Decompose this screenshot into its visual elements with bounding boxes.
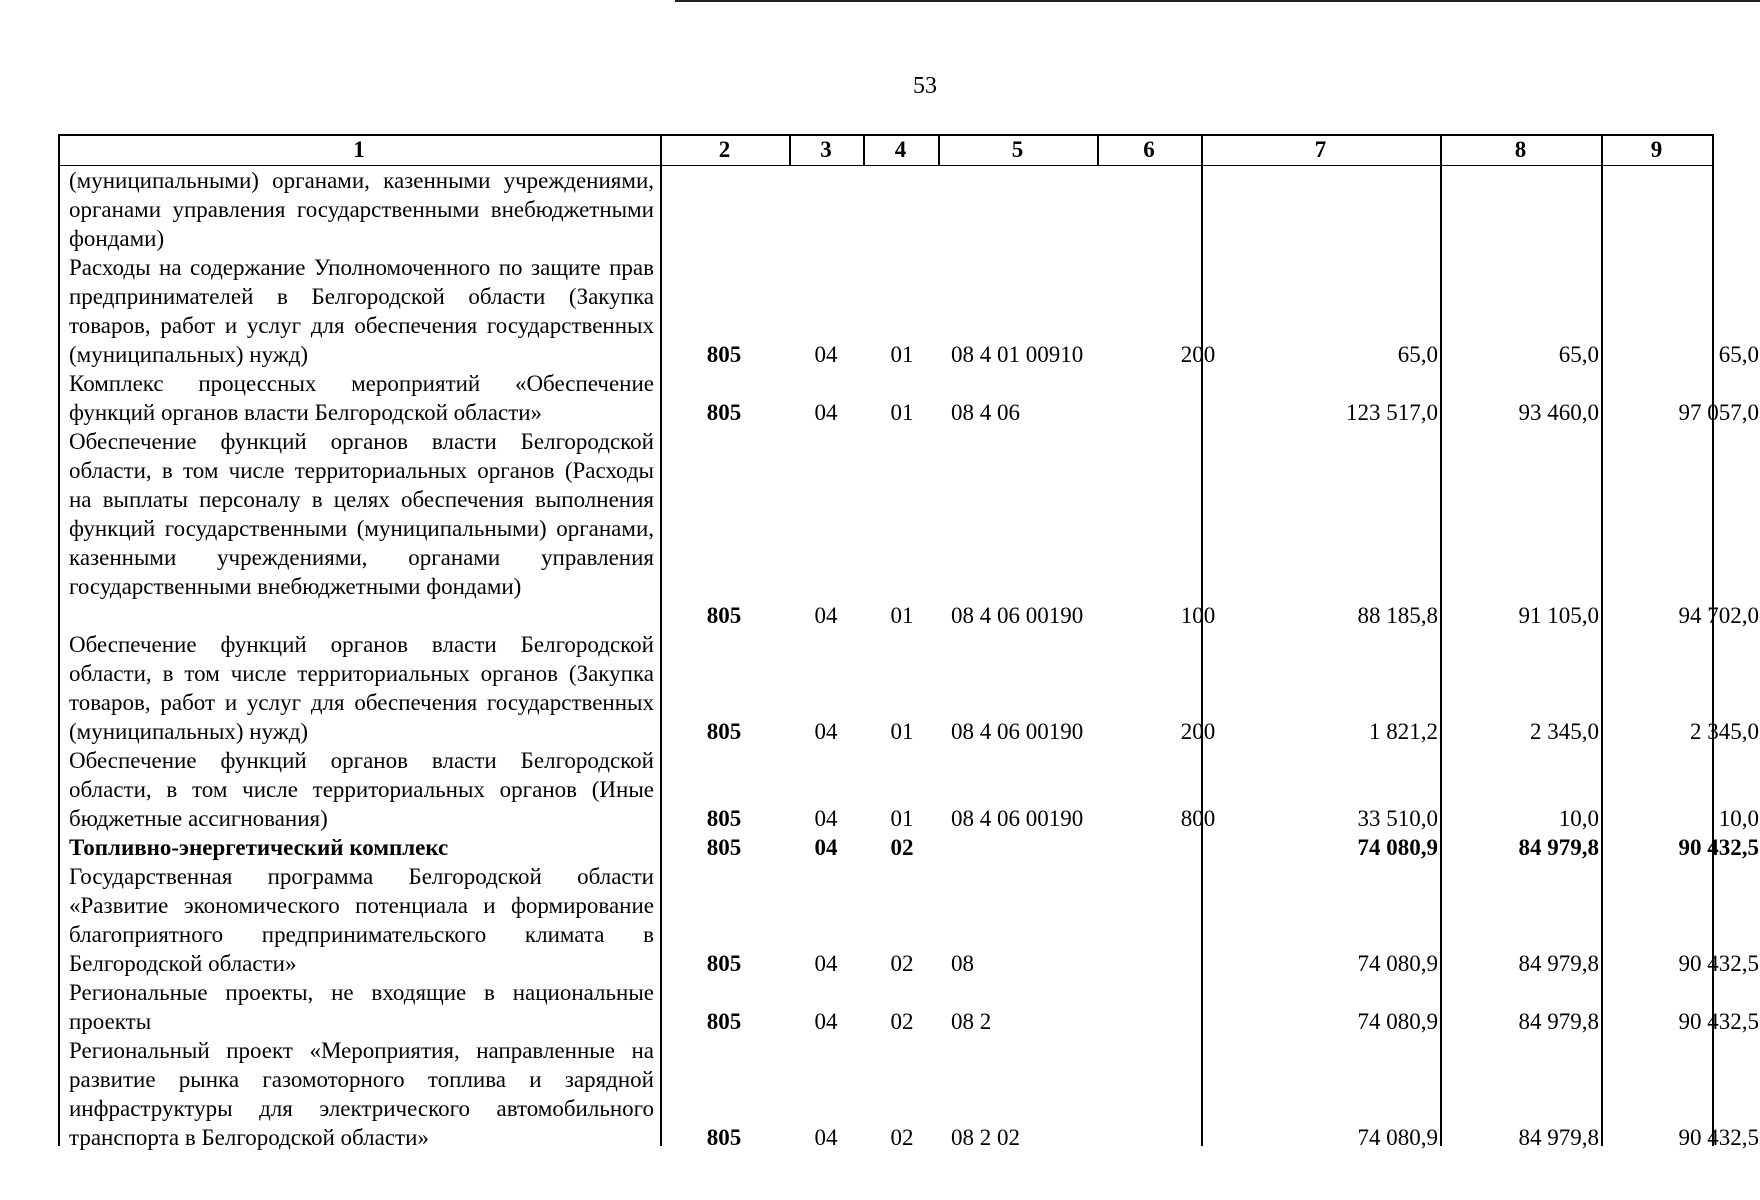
header-col-1: 1 (353, 137, 365, 162)
table-row-section-heading (58, 833, 1759, 862)
row-amount-col8: 65,0 (1558, 342, 1599, 367)
table-row (58, 427, 1759, 630)
row-amount-col8: 10,0 (1558, 806, 1599, 831)
row-ministry-code: 805 (706, 342, 742, 367)
row-description: Обеспечение функций органов власти Белгородской области, в том числе территориальных органов (Иные бюджетные ассигнования) (69, 748, 654, 831)
row-section-code: 04 (814, 951, 838, 976)
row-target-code: 08 4 06 (951, 400, 1020, 425)
row-amount-col8: 84 979,8 (1518, 835, 1599, 860)
row-description: Топливно-энергетический комплекс (69, 835, 449, 860)
header-col-9: 9 (1650, 137, 1663, 162)
table-row (58, 1036, 1759, 1152)
row-section-code: 04 (814, 400, 838, 425)
row-subsection-code: 02 (890, 835, 914, 860)
row-amount-col9: 90 432,5 (1678, 951, 1759, 976)
row-ministry-code: 805 (706, 1125, 742, 1150)
table-row (58, 369, 1759, 427)
row-target-code: 08 2 (951, 1009, 992, 1034)
header-col-4: 4 (894, 137, 907, 162)
row-amount-col7: 65,0 (1397, 342, 1438, 367)
header-col-6: 6 (1143, 137, 1155, 162)
row-subsection-code: 02 (890, 951, 914, 976)
row-subsection-code: 02 (890, 1009, 914, 1034)
row-subsection-code: 02 (890, 1125, 914, 1150)
row-description: Обеспечение функций органов власти Белгородской области, в том числе территориальных органов (Расходы на выплаты персоналу в целях обеспечения выполнения функций государственными (муниципальными) органами, казенными учреждениями, органами управления государственными внебюджетными фондами) (69, 429, 654, 599)
page-number: 53 (913, 73, 937, 99)
row-amount-col8: 93 460,0 (1518, 400, 1599, 425)
table-row (58, 978, 1759, 1036)
row-amount-col9: 2 345,0 (1690, 719, 1759, 744)
row-target-code (951, 833, 1136, 862)
row-amount-col9: 90 432,5 (1678, 1125, 1759, 1150)
row-expense-type: 200 (1180, 719, 1216, 744)
row-amount-col9: 97 057,0 (1678, 400, 1759, 425)
row-ministry-code: 805 (706, 603, 742, 628)
row-amount-col8: 84 979,8 (1518, 1125, 1599, 1150)
row-section-code: 04 (814, 1125, 838, 1150)
row-target-code: 08 4 06 00190 (951, 806, 1084, 831)
row-ministry-code: 805 (706, 719, 742, 744)
row-amount-col7: 33 510,0 (1357, 806, 1438, 831)
row-amount-col8: 84 979,8 (1518, 1009, 1599, 1034)
row-amount-col7: 74 080,9 (1357, 1009, 1438, 1034)
row-target-code: 08 2 02 (951, 1125, 1020, 1150)
row-amount-col8: 84 979,8 (1518, 951, 1599, 976)
row-expense-type: 200 (1180, 342, 1216, 367)
row-amount-col9: 94 702,0 (1678, 603, 1759, 628)
row-amount-col8: 2 345,0 (1530, 719, 1599, 744)
top-rule (675, 0, 1760, 2)
row-description: Региональные проекты, не входящие в национальные проекты (69, 980, 654, 1034)
row-ministry-code: 805 (706, 951, 742, 976)
row-section-code: 04 (814, 835, 838, 860)
row-description: Обеспечение функций органов власти Белгородской области, в том числе территориальных органов (Закупка товаров, работ и услуг для обеспечения государственных (муниципальных) нужд) (69, 632, 654, 744)
header-col-8: 8 (1514, 137, 1527, 162)
row-expense-type: 800 (1180, 806, 1216, 831)
table-row (58, 166, 1714, 253)
row-amount-col9: 90 432,5 (1678, 1009, 1759, 1034)
row-target-code: 08 (951, 951, 974, 976)
row-target-code: 08 4 01 00910 (951, 342, 1084, 367)
row-section-code: 04 (814, 806, 838, 831)
row-subsection-code: 01 (890, 806, 914, 831)
row-amount-col9: 90 432,5 (1678, 835, 1759, 860)
table-row (58, 253, 1759, 369)
row-target-code: 08 4 06 00190 (951, 719, 1084, 744)
row-amount-col7: 88 185,8 (1357, 603, 1438, 628)
row-section-code: 04 (814, 719, 838, 744)
row-subsection-code: 01 (890, 603, 914, 628)
row-amount-col9: 65,0 (1718, 342, 1759, 367)
header-col-3: 3 (820, 137, 832, 162)
budget-table (58, 134, 1759, 1150)
row-subsection-code: 01 (890, 719, 914, 744)
row-section-code: 04 (814, 603, 838, 628)
row-target-code: 08 4 06 00190 (951, 603, 1084, 628)
row-description: (муниципальными) органами, казенными учреждениями, органами управления государственными внебюджетными фондами) (69, 168, 654, 251)
row-description: Комплекс процессных мероприятий «Обеспечение функций органов власти Белгородской области» (69, 371, 654, 425)
table-row (58, 630, 1759, 746)
row-description: Расходы на содержание Уполномоченного по защите прав предпринимателей в Белгородской области (Закупка товаров, работ и услуг для обеспечения государственных (муниципальных) нужд) (69, 255, 654, 367)
row-amount-col7: 74 080,9 (1357, 835, 1438, 860)
table-row (58, 862, 1759, 978)
header-col-7: 7 (1314, 137, 1327, 162)
row-amount-col7: 74 080,9 (1357, 1125, 1438, 1150)
row-amount-col7: 1 821,2 (1369, 719, 1438, 744)
row-ministry-code: 805 (706, 400, 742, 425)
row-amount-col9: 10,0 (1718, 806, 1759, 831)
row-expense-type: 100 (1180, 603, 1216, 628)
row-description: Региональный проект «Мероприятия, направленные на развитие рынка газомоторного топлива и зарядной инфраструктуры для электрического автомобильного транспорта в Белгородской области» (69, 1038, 654, 1150)
row-amount-col7: 123 517,0 (1346, 400, 1438, 425)
row-description: Государственная программа Белгородской области «Развитие экономического потенциала и формирование благоприятного предпринимательского климата в Белгородской области» (69, 864, 654, 976)
row-section-code: 04 (814, 342, 838, 367)
row-amount-col8: 91 105,0 (1518, 603, 1599, 628)
row-amount-col7: 74 080,9 (1357, 951, 1438, 976)
row-ministry-code: 805 (706, 1009, 742, 1034)
row-section-code: 04 (814, 1009, 838, 1034)
table-row (58, 746, 1759, 833)
row-ministry-code: 805 (706, 806, 742, 831)
row-subsection-code: 01 (890, 342, 914, 367)
header-col-5: 5 (1011, 137, 1024, 162)
row-ministry-code: 805 (706, 835, 742, 860)
header-col-2: 2 (718, 137, 731, 162)
row-subsection-code: 01 (890, 400, 914, 425)
